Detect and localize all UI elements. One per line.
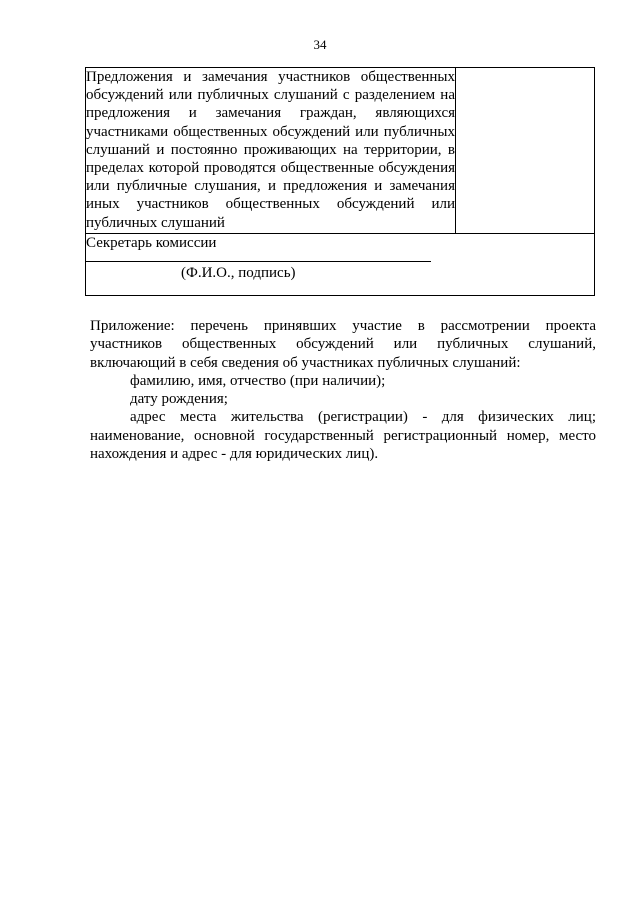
proposals-label-cell xyxy=(86,68,456,234)
appendix-item-name: фамилию, имя, отчество (при наличии); xyxy=(130,372,386,389)
secretary-row xyxy=(86,234,595,296)
proposals-text: Предложения и замечания участников общественных обсуждений или публичных слушаний с разделением на предложения и замечания граждан, являющихся участниками общественных обсуждений или публичных слушаний и постоянно проживающих на территории, в пределах которой проводятся общественные обсуждения или публичные слушания, и предложения и замечания иных участников общественных обсуждений или публичных слушаний xyxy=(86,69,455,231)
signature-line xyxy=(86,261,431,262)
appendix-item-birthdate: дату рождения; xyxy=(130,391,228,408)
proposals-row xyxy=(86,68,595,234)
secretary-label: Секретарь комиссии xyxy=(86,235,217,251)
signature-caption: (Ф.И.О., подпись) xyxy=(181,265,296,281)
proposals-value-cell xyxy=(456,68,595,234)
appendix-section xyxy=(90,317,596,463)
appendix-intro: Приложение: перечень принявших участие в рассмотрении проекта участников общественных обсуждений или публичных слушаний, включающий в себя сведения об участниках публичных слушаний: xyxy=(90,318,596,371)
appendix-item-address: адрес места жительства (регистрации) - для физических лиц; наименование, основной государственный регистрационный номер, место нахождения и адрес - для юридических лиц). xyxy=(90,409,596,463)
page-number: 34 xyxy=(313,37,327,52)
secretary-cell xyxy=(86,234,595,296)
protocol-table xyxy=(85,67,595,296)
